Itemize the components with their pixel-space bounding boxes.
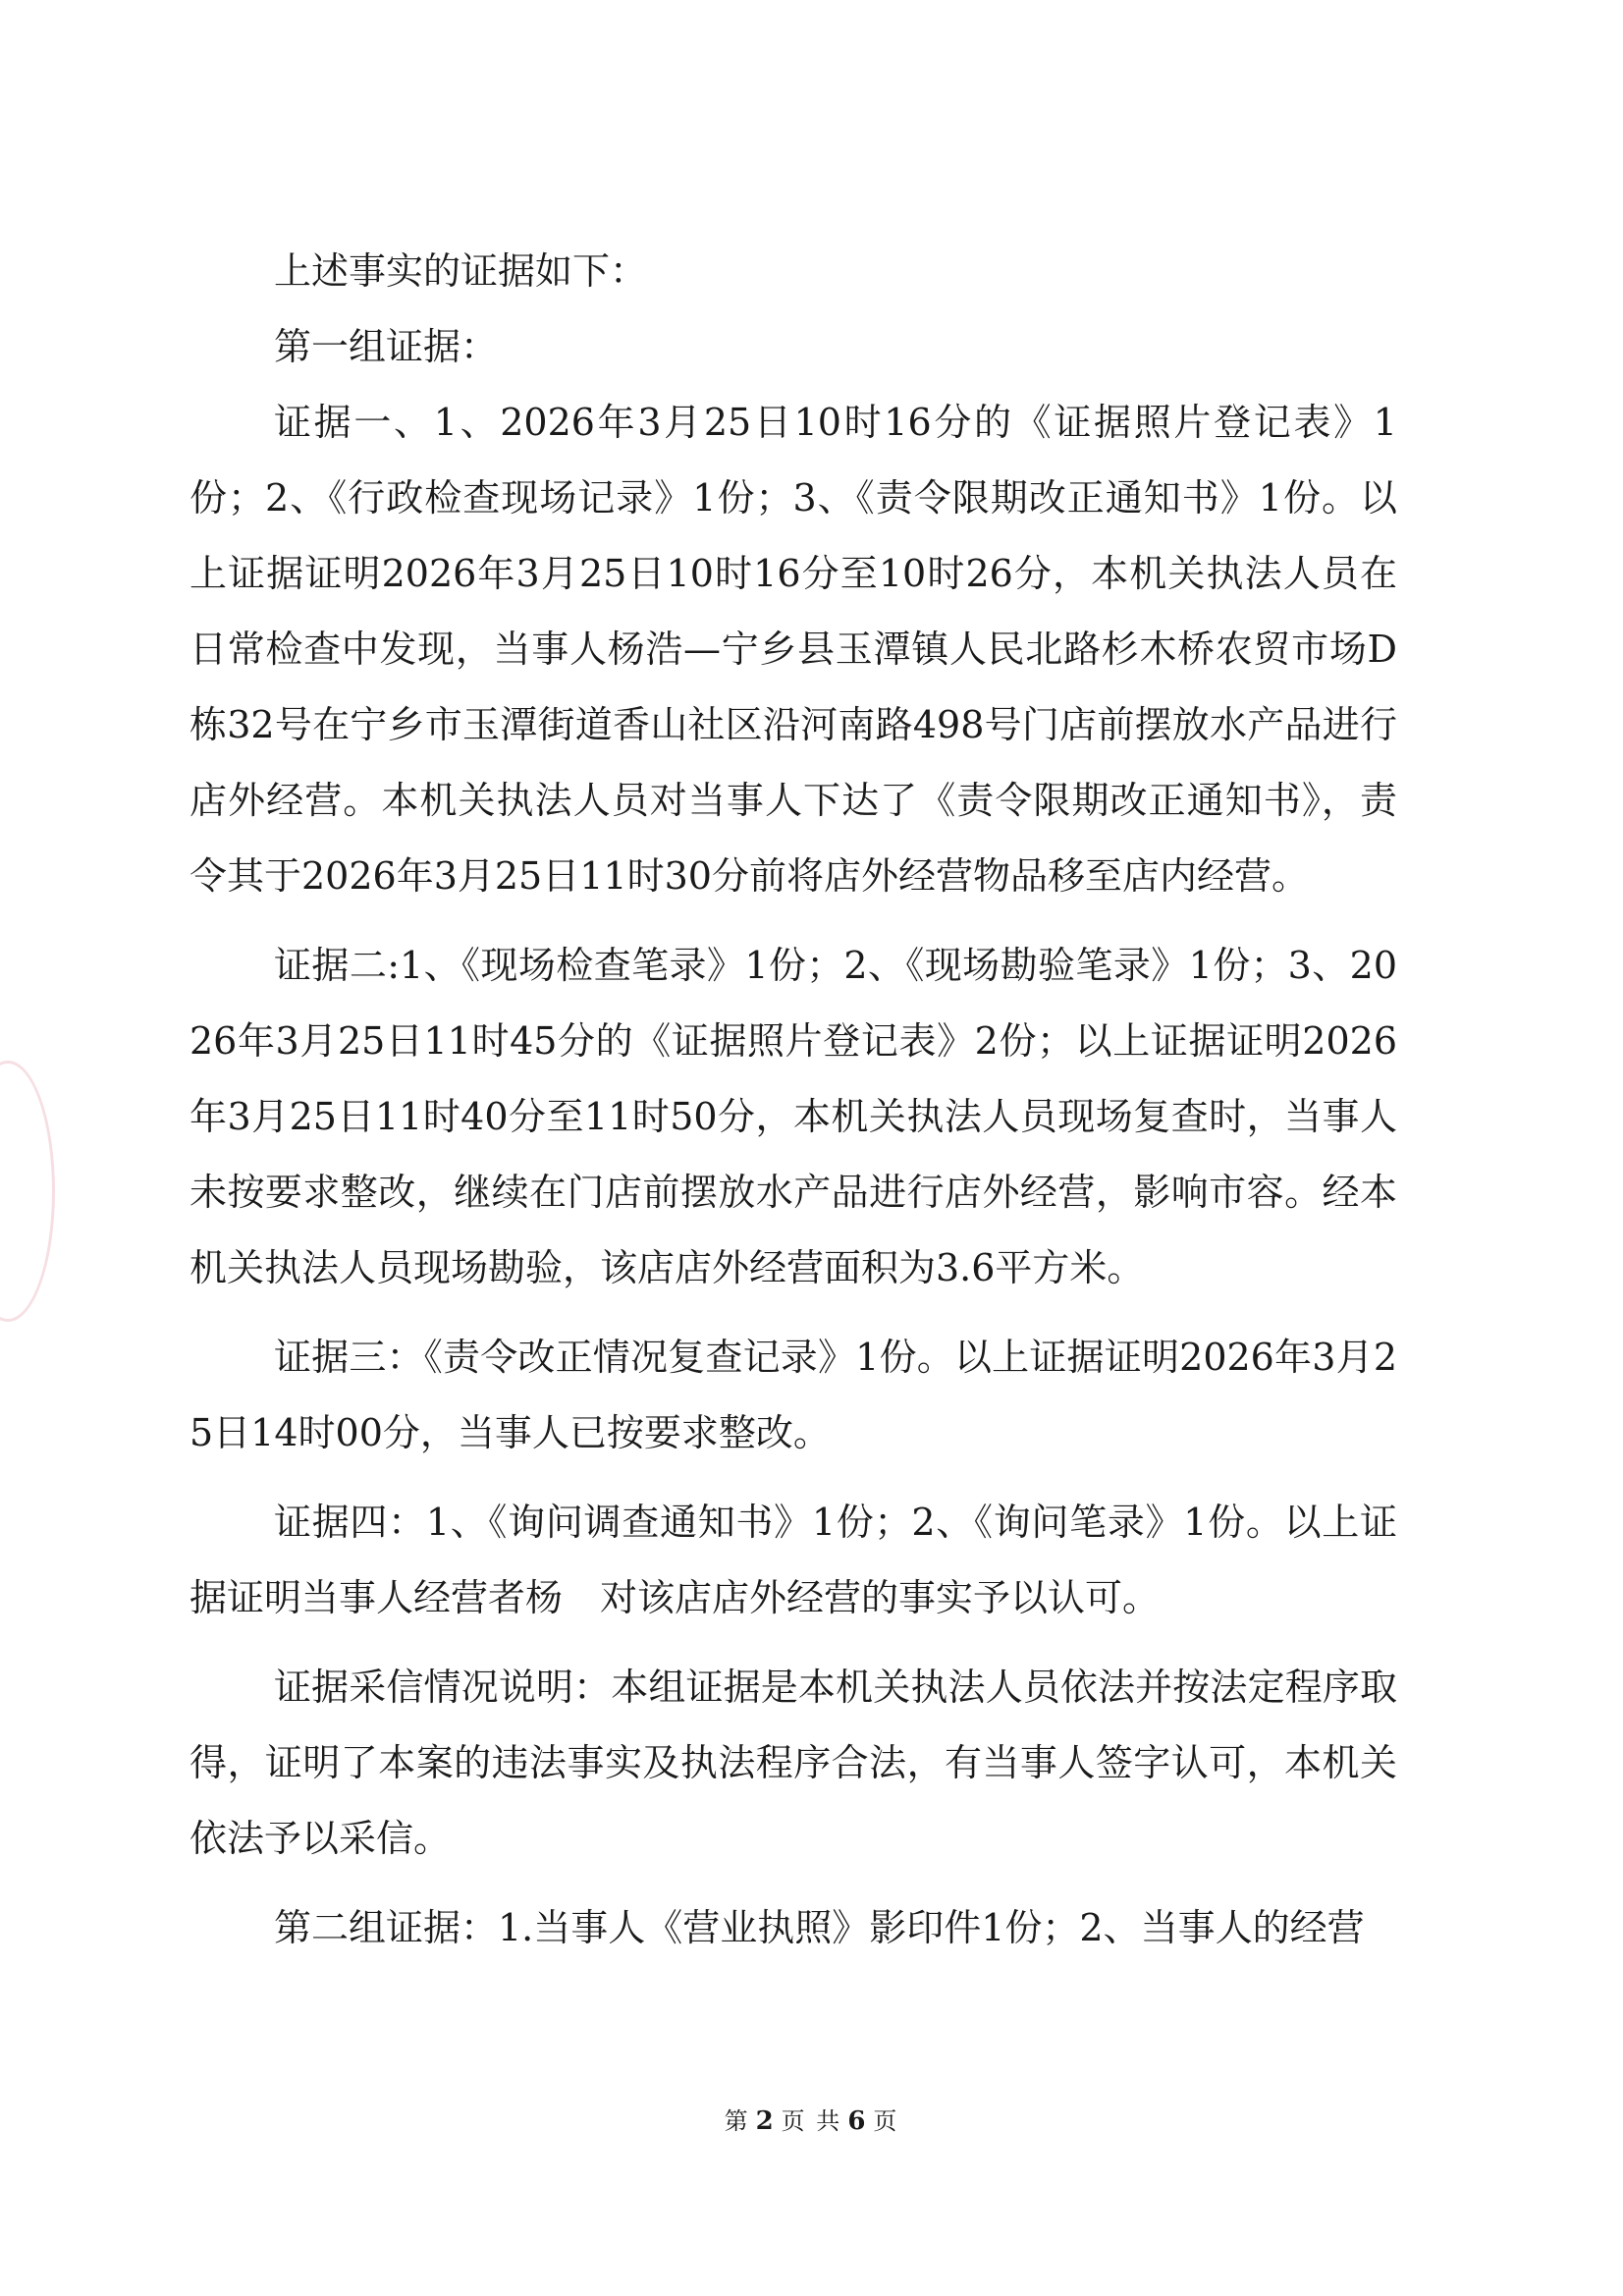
paragraph-evidence-adoption: 证据采信情况说明：本组证据是本机关执法人员依法并按法定程序取得，证明了本案的违法事实及执法程序合法，有当事人签字认可，本机关依法予以采信。 [189,1666,1397,1860]
seal-mark-edge [0,1061,55,1322]
footer-middle: 页 共 [781,2107,842,2135]
page-number-footer [0,2102,1623,2136]
document-body [189,234,1397,1966]
paragraph-evidence-three: 证据三：《责令改正情况复查记录》1份。以上证据证明2026年3月25日14时00分，当事人已按要求整改。 [189,1336,1397,1454]
paragraph-evidence-four: 证据四：1、《询问调查通知书》1份；2、《询问笔录》1份。以上证据证明当事人经营者杨 对该店店外经营的事实予以认可。 [189,1501,1397,1619]
footer-total-pages: 6 [847,2106,868,2136]
footer-prefix: 第 [724,2107,750,2135]
paragraph-group-two: 第二组证据：1.当事人《营业执照》影印件1份；2、当事人的经营 [274,1906,1365,1949]
paragraph-evidence-one: 证据一、1、2026年3月25日10时16分的《证据照片登记表》1份；2、《行政检查现场记录》1份；3、《责令限期改正通知书》1份。以上证据证明2026年3月25日10时16分至10时26分，本机关执法人员在日常检查中发现，当事人杨浩—宁乡县玉潭镇人民北路杉木桥农贸市场D栋32号在宁乡市玉潭街道香山社区沿河南路498号门店前摆放水产品进行店外经营。本机关执法人员对当事人下达了《责令限期改正通知书》，责令其于2026年3月25日11时30分前将店外经营物品移至店内经营。 [189,401,1397,898]
paragraph-evidence-two: 证据二:1、《现场检查笔录》1份；2、《现场勘验笔录》1份；3、2026年3月25日11时45分的《证据照片登记表》2份；以上证据证明2026年3月25日11时40分至11时50分，本机关执法人员现场复查时，当事人未按要求整改，继续在门店前摆放水产品进行店外经营，影响市容。经本机关执法人员现场勘验，该店店外经营面积为3.6平方米。 [189,944,1397,1289]
paragraph-evidence-intro: 上述事实的证据如下： [274,249,648,293]
footer-suffix: 页 [873,2107,899,2135]
paragraph-group-one-heading: 第一组证据： [274,325,499,368]
footer-current-page: 2 [755,2106,776,2136]
